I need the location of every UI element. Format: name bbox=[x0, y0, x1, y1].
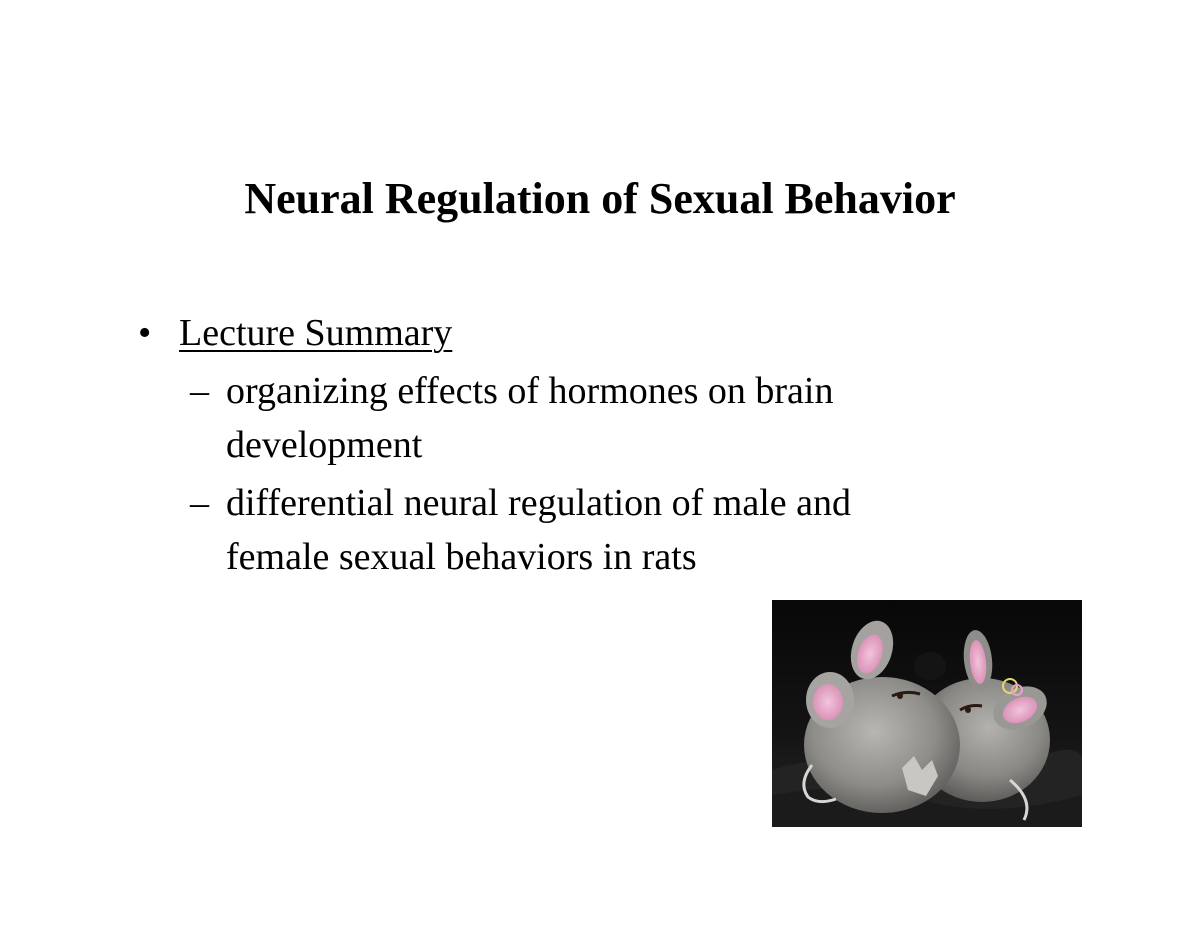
sub-item-neural-regulation bbox=[138, 476, 946, 584]
bullet-heading: Lecture Summary bbox=[179, 312, 453, 354]
dash-glyph: – bbox=[190, 370, 209, 412]
bullet-list bbox=[138, 308, 1038, 584]
sub-item-text: differential neural regulation of male and female sexual behaviors in rats bbox=[226, 482, 851, 578]
sub-item-text: organizing effects of hormones on brain development bbox=[226, 370, 834, 466]
slide-title: Neural Regulation of Sexual Behavior bbox=[244, 174, 956, 223]
dash-glyph: – bbox=[190, 482, 209, 524]
bullet-glyph: • bbox=[138, 312, 152, 354]
sub-item-hormones bbox=[138, 364, 946, 472]
plush-rats-photo bbox=[772, 600, 1082, 827]
bullet-item-lecture-summary bbox=[138, 308, 1038, 358]
plush-rats-illustration bbox=[772, 600, 1082, 827]
